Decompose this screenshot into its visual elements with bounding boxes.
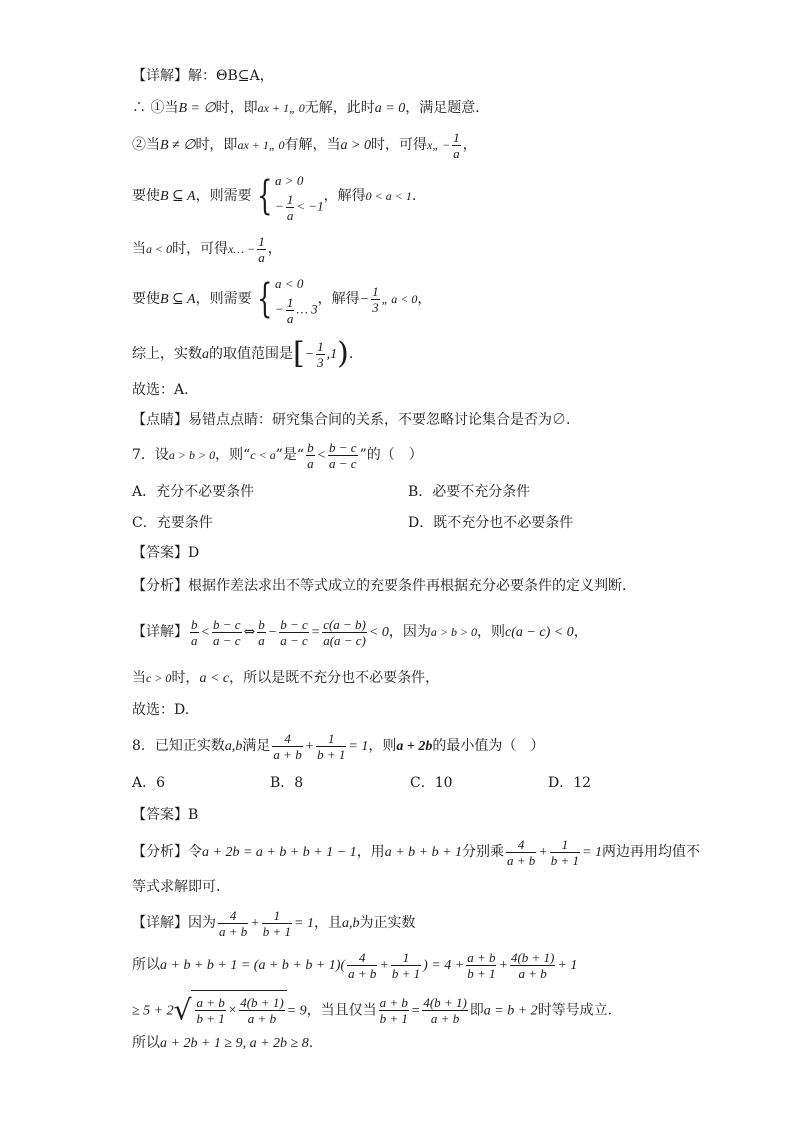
- text: 当: [132, 670, 146, 686]
- text: 时，可得: [172, 241, 229, 257]
- math: a,b: [224, 739, 243, 754]
- text: ，解得: [323, 188, 366, 204]
- fraction: [195, 995, 225, 1026]
- denominator: a + b: [510, 965, 555, 981]
- fraction: [257, 617, 266, 648]
- math: −: [267, 625, 278, 640]
- text: 当: [132, 241, 146, 257]
- answer-tag: 【答案】: [132, 545, 188, 561]
- numerator: 1: [273, 907, 281, 923]
- q8-option-a: A．6: [132, 775, 166, 791]
- brace: {: [256, 276, 272, 322]
- text: ，: [267, 241, 282, 257]
- text: 即: [469, 1002, 484, 1019]
- denominator: b + 1: [317, 746, 346, 762]
- text: 时，即: [195, 137, 238, 153]
- q8-detail-4: [132, 1033, 313, 1054]
- denominator: a: [258, 249, 265, 265]
- numerator: 4(b + 1): [240, 995, 284, 1011]
- text: ，则需要: [195, 291, 252, 307]
- math: B ⊆ A: [160, 189, 196, 204]
- numerator: 1: [372, 283, 379, 299]
- math: a > 0: [340, 138, 371, 153]
- denominator: b + 1: [262, 923, 292, 939]
- math: <: [200, 625, 210, 640]
- q6-requirement-2: [132, 271, 431, 328]
- q6-summary: [132, 336, 353, 373]
- math: = 1: [582, 845, 602, 860]
- q6-requirement-1: [132, 168, 416, 225]
- text: 所以: [132, 957, 160, 973]
- radical: [191, 990, 286, 1031]
- text: ，当且仅当: [306, 1002, 377, 1019]
- math: +: [304, 739, 315, 754]
- math: a = b + 2: [483, 1003, 538, 1019]
- text: 因为: [188, 915, 216, 931]
- fraction: [347, 950, 377, 981]
- math: x„ −: [427, 138, 451, 152]
- analysis-tag: 【分析】: [132, 578, 188, 594]
- text: 要使: [132, 188, 160, 204]
- fraction: [239, 995, 284, 1026]
- denominator: a: [453, 145, 460, 161]
- text: ，: [462, 137, 477, 153]
- q6-choice: 故选：A.: [132, 382, 189, 398]
- math: −: [359, 292, 370, 307]
- text: 时，可得: [371, 137, 427, 153]
- numerator: a + b: [467, 949, 496, 965]
- q6-case-1: [132, 98, 480, 119]
- math: −: [275, 197, 284, 213]
- text: .: [411, 188, 417, 204]
- q6-case-negative: [132, 232, 282, 266]
- text: ，则: [368, 738, 397, 754]
- denominator: a: [286, 310, 294, 326]
- text: ，解得: [317, 291, 360, 307]
- text: ∴ ①当: [132, 100, 179, 116]
- text: ，则需要: [195, 188, 252, 204]
- denominator: b + 1: [550, 852, 580, 868]
- system-row: [275, 295, 318, 326]
- text: 分别乘: [462, 844, 505, 860]
- text: .: [308, 1035, 314, 1051]
- numerator: 4: [359, 949, 366, 965]
- math: B ≠ ∅: [160, 138, 196, 153]
- fraction: [212, 617, 242, 648]
- math: a + 2b: [396, 739, 433, 754]
- numerator: 4(b + 1): [423, 995, 467, 1010]
- math: ⇔: [243, 624, 256, 640]
- math: = 1: [348, 739, 369, 754]
- numerator: a + b: [379, 995, 408, 1010]
- math: a + b + b + 1 = (a + b + b + 1)(: [160, 958, 346, 973]
- text: ，所以是既不充分也不必要条件，: [229, 670, 440, 686]
- numerator: b − c: [280, 616, 308, 632]
- numerator: 1: [286, 294, 294, 310]
- q6-detail-line-1: [132, 66, 274, 86]
- fraction: [316, 731, 346, 762]
- denominator: a: [191, 632, 198, 648]
- math: < 0: [368, 625, 389, 640]
- inequality-system: [275, 273, 318, 326]
- denominator: a − c: [329, 455, 357, 471]
- numerator: 4(b + 1): [510, 949, 555, 965]
- analysis-tag: 【分析】: [132, 844, 188, 860]
- math: −: [275, 300, 284, 316]
- text: ，且: [313, 915, 342, 931]
- math: a + 2b = a + b + b + 1 − 1: [202, 845, 357, 860]
- q8-detail-2: [132, 947, 577, 984]
- math: c(a − c) < 0: [505, 625, 574, 640]
- numerator: 4: [229, 907, 237, 923]
- q7-option-b: B．必要不充分条件: [408, 484, 531, 500]
- q7-option-a: A．充分不必要条件: [132, 484, 255, 500]
- answer-tag: 【答案】: [132, 807, 188, 823]
- numerator: 1: [402, 949, 410, 965]
- numerator: 1: [317, 338, 324, 354]
- text: 时，: [171, 670, 200, 686]
- fraction: [322, 617, 367, 648]
- text: 满足: [242, 738, 271, 754]
- detail-tag: 【详解】: [132, 915, 188, 931]
- text: ，: [417, 291, 432, 307]
- math: ax + 1„ 0: [257, 101, 305, 115]
- math: + 1: [557, 958, 578, 973]
- text: ”是“: [275, 447, 305, 463]
- denominator: a + b: [273, 746, 302, 762]
- text: ，则“: [215, 447, 251, 463]
- text: ，因为: [388, 624, 431, 640]
- q7-detail: [132, 612, 588, 653]
- q6-detail-text: 解：ΘB⊆A，: [188, 68, 274, 84]
- math: a > b > 0: [430, 625, 478, 639]
- denominator: a: [286, 207, 294, 223]
- denominator: a(a − c): [323, 632, 366, 648]
- math: B = ∅: [178, 101, 216, 116]
- denominator: b + 1: [196, 1011, 225, 1027]
- fraction: [316, 339, 325, 370]
- text: ，用: [356, 844, 385, 860]
- q8-detail-3: [132, 990, 612, 1032]
- detail-tag: 【详解】: [132, 624, 188, 640]
- fraction: [550, 837, 580, 868]
- text: 两边再用均值不: [602, 844, 700, 860]
- denominator: b + 1: [391, 965, 421, 981]
- denominator: a + b: [507, 852, 536, 868]
- math: = 9: [286, 1003, 307, 1019]
- bracket: [: [293, 336, 305, 371]
- q7-option-c: C．充要条件: [132, 515, 213, 531]
- denominator: 3: [372, 299, 379, 315]
- fraction: [371, 284, 380, 315]
- system-row: a < 0: [275, 275, 304, 291]
- fraction: [466, 950, 496, 981]
- math: „ a < 0: [381, 292, 418, 306]
- text: 要使: [132, 291, 160, 307]
- fraction: [286, 192, 295, 223]
- q7-choice: 故选：D.: [132, 702, 190, 718]
- numerator: 1: [561, 836, 569, 852]
- brace: {: [256, 173, 272, 219]
- text: 7．设: [132, 447, 169, 463]
- numerator: b: [307, 439, 314, 455]
- q7-detail-line-2: [132, 668, 439, 689]
- math: ) = 4 +: [423, 958, 465, 973]
- denominator: a + b: [348, 965, 377, 981]
- numerator: 4: [284, 730, 291, 746]
- text: ②当: [132, 137, 160, 153]
- math: =: [310, 625, 321, 640]
- fraction: [306, 440, 315, 471]
- math: a: [202, 347, 209, 362]
- fraction: [510, 950, 555, 981]
- text: 令: [188, 844, 202, 860]
- q8-analysis-cont: 等式求解即可.: [132, 879, 221, 895]
- math: ,1: [326, 347, 338, 362]
- math: a + 2b + 1 ≥ 9, a + 2b ≥ 8: [160, 1036, 309, 1051]
- denominator: 3: [317, 354, 324, 370]
- fraction: [286, 295, 295, 326]
- text: 有解，当: [284, 137, 341, 153]
- math: +: [250, 916, 260, 931]
- numerator: a + b: [196, 995, 225, 1011]
- q8-option-d: D．12: [548, 775, 592, 791]
- math: x… −: [228, 242, 256, 256]
- text: 的最小值为（ ）: [432, 738, 545, 754]
- math: < −1: [296, 197, 324, 213]
- math: c > 0: [146, 671, 172, 685]
- q7-stem: [132, 437, 423, 474]
- math: a < c: [199, 671, 230, 686]
- math: +: [498, 958, 508, 973]
- point-text: 易错点点睛：研究集合间的关系，不要忽略讨论集合是否为∅.: [188, 412, 571, 428]
- numerator: 1: [286, 191, 294, 207]
- q6-point: [132, 410, 570, 430]
- text: .: [348, 346, 354, 362]
- numerator: b: [191, 616, 198, 632]
- q8-option-b: B．8: [270, 775, 304, 791]
- fraction: [452, 130, 461, 161]
- math: … 3: [296, 300, 318, 316]
- denominator: b + 1: [379, 1011, 408, 1026]
- denominator: a + b: [239, 1010, 284, 1026]
- fraction: [257, 234, 266, 265]
- text: 综上，实数: [132, 346, 202, 362]
- answer-value: D: [188, 545, 200, 561]
- text: ，满足题意.: [405, 100, 480, 116]
- math: =: [410, 1003, 421, 1019]
- math: a > b > 0: [168, 448, 216, 462]
- math: c < a: [250, 448, 276, 462]
- q6-case-2: [132, 128, 477, 163]
- numerator: 1: [258, 233, 265, 249]
- math: <: [316, 448, 327, 463]
- text: 无解，此时: [304, 100, 375, 116]
- math: = 1: [294, 916, 314, 931]
- detail-tag: 【详解】: [132, 68, 188, 84]
- numerator: 1: [453, 129, 460, 145]
- q7-answer: [132, 543, 199, 563]
- fraction: [422, 995, 467, 1026]
- fraction: [218, 908, 248, 939]
- fraction: [379, 995, 409, 1026]
- denominator: a − c: [212, 632, 241, 648]
- denominator: a: [307, 455, 314, 471]
- fraction: [391, 950, 421, 981]
- system-row: a > 0: [275, 172, 304, 188]
- numerator: b: [258, 616, 265, 632]
- q8-answer: [132, 805, 198, 825]
- denominator: a − c: [280, 632, 308, 648]
- fraction: [272, 731, 302, 762]
- math: a,b: [341, 916, 360, 931]
- denominator: a + b: [422, 1010, 467, 1026]
- text: ”的（ ）: [359, 447, 423, 463]
- point-tag: 【点睛】: [132, 412, 188, 428]
- numerator: c(a − b): [323, 616, 366, 632]
- numerator: 1: [328, 730, 335, 746]
- math: B ⊆ A: [160, 292, 196, 307]
- q7-option-d: D．既不充分也不必要条件: [408, 515, 574, 531]
- denominator: a + b: [219, 923, 248, 939]
- fraction: [190, 617, 199, 648]
- text: 所以: [132, 1035, 160, 1051]
- denominator: b + 1: [467, 965, 496, 981]
- text: 8．已知正实数: [132, 738, 225, 754]
- math: ≥ 5 + 2: [132, 1003, 174, 1019]
- q8-option-c: C．10: [410, 775, 453, 791]
- text: 时，即: [215, 100, 258, 116]
- fraction: [279, 617, 309, 648]
- system-row: [275, 192, 324, 223]
- numerator: b − c: [212, 616, 241, 632]
- q7-analysis: [132, 576, 636, 596]
- math: a + b + b + 1: [384, 845, 463, 860]
- radical-sign: √: [173, 993, 192, 1027]
- numerator: b − c: [329, 439, 357, 455]
- q8-detail-1: [132, 905, 415, 942]
- analysis-text: 根据作差法求出不等式成立的充要条件再根据充分必要条件的定义判断．: [188, 578, 636, 594]
- math: 0 < a < 1: [365, 189, 412, 203]
- q8-stem: [132, 728, 544, 765]
- q8-analysis: [132, 834, 700, 871]
- math: +: [538, 845, 548, 860]
- inequality-system: [275, 170, 324, 223]
- math: ×: [227, 1003, 238, 1018]
- denominator: a: [258, 632, 265, 648]
- math: a = 0: [374, 101, 406, 116]
- text: 的取值范围是: [209, 346, 293, 362]
- text: ，则: [477, 624, 506, 640]
- bracket: ): [337, 336, 349, 371]
- text: ，: [573, 624, 588, 640]
- math: +: [379, 958, 389, 973]
- fraction: [328, 440, 358, 471]
- text: 时等号成立.: [537, 1002, 613, 1019]
- math: ax + 1„ 0: [237, 138, 285, 152]
- math: a < 0: [146, 242, 173, 256]
- math: −: [304, 347, 315, 362]
- fraction: [262, 908, 292, 939]
- fraction: [506, 837, 536, 868]
- numerator: 4: [517, 836, 525, 852]
- text: 为正实数: [359, 915, 416, 931]
- answer-value: B: [188, 807, 199, 823]
